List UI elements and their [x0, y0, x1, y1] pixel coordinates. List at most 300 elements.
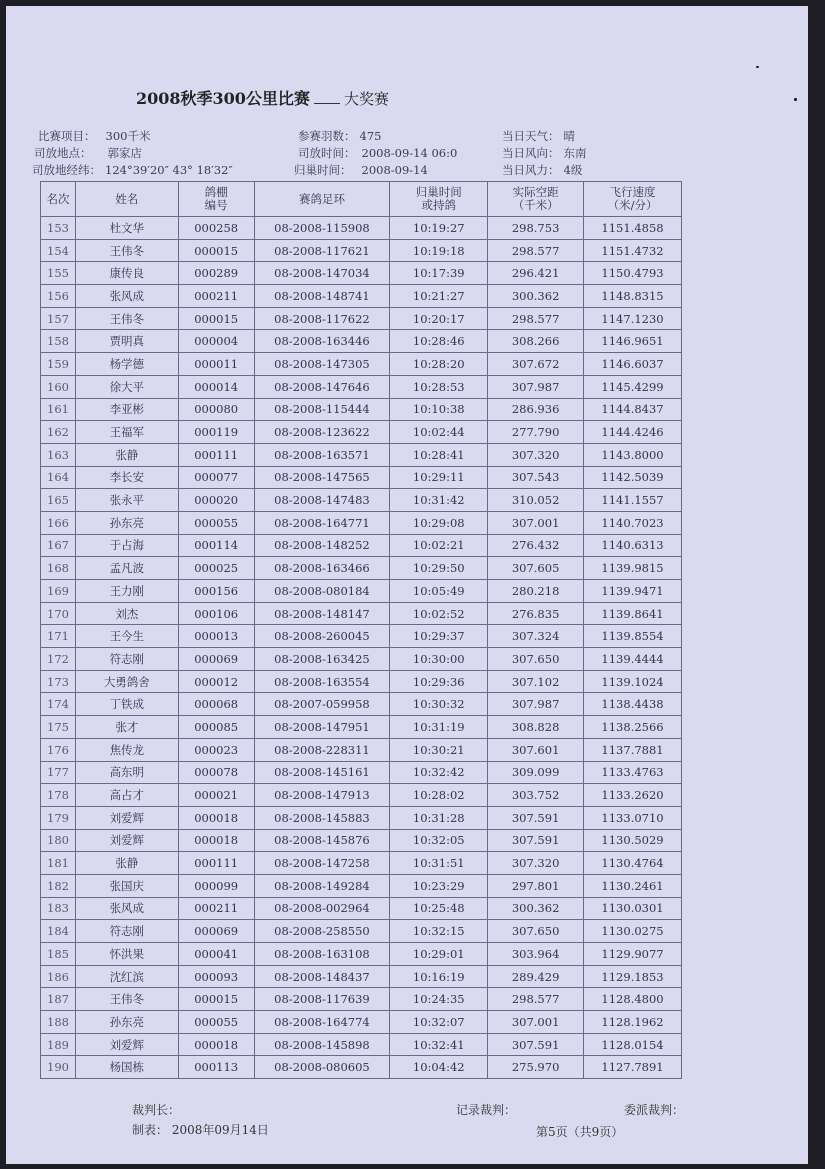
- cell-loft-number: 000015: [178, 239, 254, 262]
- cell-rank: 188: [41, 1011, 76, 1034]
- header-distance: 实际空距 （千米）: [488, 182, 584, 217]
- header-ring: 赛鸽足环: [254, 182, 390, 217]
- cell-ring: 08-2008-163466: [254, 557, 390, 580]
- cell-name: 王今生: [75, 625, 178, 648]
- cell-rank: 178: [41, 784, 76, 807]
- table-row: [41, 965, 682, 988]
- cell-loft-number: 000018: [178, 829, 254, 852]
- cell-speed: 1130.2461: [584, 874, 682, 897]
- meta-wind-direction: 当日风向： 东南: [502, 146, 587, 160]
- cell-name: 孙东亮: [75, 1011, 178, 1034]
- cell-rank: 172: [41, 648, 76, 671]
- table-row: [41, 988, 682, 1011]
- cell-name: 孟凡波: [75, 557, 178, 580]
- cell-ring: 08-2008-080184: [254, 580, 390, 603]
- cell-arrival-time: 10:19:18: [390, 239, 488, 262]
- cell-name: 高东明: [75, 761, 178, 784]
- cell-rank: 165: [41, 489, 76, 512]
- table-row: [41, 466, 682, 489]
- cell-speed: 1133.2620: [584, 784, 682, 807]
- cell-rank: 156: [41, 285, 76, 308]
- cell-loft-number: 000021: [178, 784, 254, 807]
- table-row: [41, 353, 682, 376]
- cell-distance: 296.421: [488, 262, 584, 285]
- header-arrival-time: 归巢时间 或持鸽: [390, 182, 488, 217]
- footer-page-number: 第5页（共9页）: [536, 1125, 624, 1139]
- cell-name: 张永平: [75, 489, 178, 512]
- page-title: [136, 86, 389, 109]
- cell-arrival-time: 10:32:05: [390, 829, 488, 852]
- cell-distance: 297.801: [488, 874, 584, 897]
- cell-name: 刘爱辉: [75, 806, 178, 829]
- meta-return-time: 归巢时间： 2008-09-14: [294, 163, 428, 177]
- cell-arrival-time: 10:31:28: [390, 806, 488, 829]
- table-row: [41, 625, 682, 648]
- cell-name: 王伟冬: [75, 239, 178, 262]
- cell-ring: 08-2008-080605: [254, 1056, 390, 1079]
- cell-name: 刘杰: [75, 602, 178, 625]
- cell-distance: 286.936: [488, 398, 584, 421]
- table-row: [41, 217, 682, 240]
- footer-made-date: 制表： 2008年09月14日: [132, 1123, 269, 1137]
- table-row: [41, 534, 682, 557]
- results-table: [40, 181, 682, 1079]
- cell-loft-number: 000111: [178, 443, 254, 466]
- cell-ring: 08-2008-147258: [254, 852, 390, 875]
- cell-arrival-time: 10:32:41: [390, 1033, 488, 1056]
- cell-distance: 307.591: [488, 806, 584, 829]
- cell-loft-number: 000011: [178, 353, 254, 376]
- cell-name: 王福军: [75, 421, 178, 444]
- table-row: [41, 489, 682, 512]
- cell-loft-number: 000211: [178, 285, 254, 308]
- cell-distance: 298.753: [488, 217, 584, 240]
- cell-loft-number: 000093: [178, 965, 254, 988]
- cell-loft-number: 000080: [178, 398, 254, 421]
- cell-distance: 309.099: [488, 761, 584, 784]
- cell-loft-number: 000289: [178, 262, 254, 285]
- cell-arrival-time: 10:29:37: [390, 625, 488, 648]
- cell-loft-number: 000069: [178, 920, 254, 943]
- cell-arrival-time: 10:20:17: [390, 307, 488, 330]
- cell-arrival-time: 10:25:48: [390, 897, 488, 920]
- cell-name: 贾明真: [75, 330, 178, 353]
- cell-loft-number: 000041: [178, 943, 254, 966]
- cell-rank: 173: [41, 670, 76, 693]
- cell-name: 徐大平: [75, 375, 178, 398]
- cell-distance: 298.577: [488, 307, 584, 330]
- cell-distance: 275.970: [488, 1056, 584, 1079]
- cell-rank: 166: [41, 511, 76, 534]
- cell-rank: 180: [41, 829, 76, 852]
- table-row: [41, 648, 682, 671]
- cell-ring: 08-2008-117622: [254, 307, 390, 330]
- cell-ring: 08-2008-123622: [254, 421, 390, 444]
- cell-distance: 307.001: [488, 511, 584, 534]
- footer-chief-judge: 裁判长：: [132, 1103, 181, 1117]
- cell-loft-number: 000085: [178, 716, 254, 739]
- cell-distance: 307.591: [488, 829, 584, 852]
- cell-loft-number: 000106: [178, 602, 254, 625]
- cell-distance: 307.102: [488, 670, 584, 693]
- cell-name: 康传良: [75, 262, 178, 285]
- cell-rank: 162: [41, 421, 76, 444]
- cell-arrival-time: 10:29:08: [390, 511, 488, 534]
- table-row: [41, 716, 682, 739]
- cell-distance: 307.672: [488, 353, 584, 376]
- cell-speed: 1141.1557: [584, 489, 682, 512]
- cell-speed: 1140.6313: [584, 534, 682, 557]
- table-row: [41, 1056, 682, 1079]
- cell-speed: 1146.6037: [584, 353, 682, 376]
- cell-speed: 1139.1024: [584, 670, 682, 693]
- cell-name: 高占才: [75, 784, 178, 807]
- cell-rank: 187: [41, 988, 76, 1011]
- cell-distance: 307.650: [488, 920, 584, 943]
- cell-ring: 08-2008-145898: [254, 1033, 390, 1056]
- table-row: [41, 330, 682, 353]
- cell-speed: 1139.4444: [584, 648, 682, 671]
- cell-loft-number: 000069: [178, 648, 254, 671]
- cell-distance: 307.601: [488, 738, 584, 761]
- header-rank: 名次: [41, 182, 76, 217]
- cell-speed: 1139.8641: [584, 602, 682, 625]
- cell-distance: 303.964: [488, 943, 584, 966]
- table-row: [41, 852, 682, 875]
- cell-arrival-time: 10:17:39: [390, 262, 488, 285]
- cell-distance: 307.001: [488, 1011, 584, 1034]
- title-underline: [314, 103, 340, 104]
- scan-speck: [756, 66, 759, 68]
- cell-arrival-time: 10:32:07: [390, 1011, 488, 1034]
- table-row: [41, 511, 682, 534]
- cell-ring: 08-2008-002964: [254, 897, 390, 920]
- cell-rank: 169: [41, 580, 76, 603]
- cell-name: 焦传龙: [75, 738, 178, 761]
- cell-rank: 190: [41, 1056, 76, 1079]
- cell-speed: 1139.8554: [584, 625, 682, 648]
- cell-arrival-time: 10:28:20: [390, 353, 488, 376]
- cell-arrival-time: 10:32:15: [390, 920, 488, 943]
- cell-name: 沈红滨: [75, 965, 178, 988]
- cell-arrival-time: 10:30:21: [390, 738, 488, 761]
- cell-distance: 307.320: [488, 852, 584, 875]
- table-row: [41, 602, 682, 625]
- cell-name: 杜文华: [75, 217, 178, 240]
- table-row: [41, 761, 682, 784]
- cell-loft-number: 000055: [178, 1011, 254, 1034]
- cell-arrival-time: 10:24:35: [390, 988, 488, 1011]
- cell-ring: 08-2008-163425: [254, 648, 390, 671]
- cell-rank: 176: [41, 738, 76, 761]
- meta-weather: 当日天气： 晴: [502, 129, 575, 143]
- cell-rank: 170: [41, 602, 76, 625]
- cell-name: 王伟冬: [75, 988, 178, 1011]
- cell-speed: 1130.0275: [584, 920, 682, 943]
- cell-rank: 155: [41, 262, 76, 285]
- cell-rank: 153: [41, 217, 76, 240]
- cell-speed: 1144.8437: [584, 398, 682, 421]
- cell-ring: 08-2008-163108: [254, 943, 390, 966]
- table-row: [41, 874, 682, 897]
- cell-ring: 08-2008-117639: [254, 988, 390, 1011]
- cell-loft-number: 000068: [178, 693, 254, 716]
- cell-name: 符志刚: [75, 920, 178, 943]
- cell-ring: 08-2008-147483: [254, 489, 390, 512]
- table-row: [41, 307, 682, 330]
- cell-name: 李长安: [75, 466, 178, 489]
- cell-rank: 182: [41, 874, 76, 897]
- cell-arrival-time: 10:28:41: [390, 443, 488, 466]
- cell-loft-number: 000023: [178, 738, 254, 761]
- cell-name: 于占海: [75, 534, 178, 557]
- table-row: [41, 806, 682, 829]
- cell-ring: 08-2007-059958: [254, 693, 390, 716]
- meta-wind-force: 当日风力： 4级: [502, 163, 583, 177]
- cell-ring: 08-2008-147913: [254, 784, 390, 807]
- cell-loft-number: 000113: [178, 1056, 254, 1079]
- cell-arrival-time: 10:02:44: [390, 421, 488, 444]
- cell-ring: 08-2008-115908: [254, 217, 390, 240]
- cell-name: 刘爱辉: [75, 1033, 178, 1056]
- cell-arrival-time: 10:29:50: [390, 557, 488, 580]
- cell-arrival-time: 10:16:19: [390, 965, 488, 988]
- cell-rank: 181: [41, 852, 76, 875]
- cell-name: 丁铁成: [75, 693, 178, 716]
- cell-name: 张静: [75, 443, 178, 466]
- cell-speed: 1143.8000: [584, 443, 682, 466]
- table-row: [41, 670, 682, 693]
- cell-rank: 167: [41, 534, 76, 557]
- document-sheet: [6, 6, 808, 1164]
- cell-name: 张风成: [75, 897, 178, 920]
- cell-distance: 298.577: [488, 239, 584, 262]
- cell-rank: 185: [41, 943, 76, 966]
- footer-recorder: 记录裁判：: [456, 1103, 517, 1117]
- cell-arrival-time: 10:28:46: [390, 330, 488, 353]
- cell-ring: 08-2008-260045: [254, 625, 390, 648]
- cell-ring: 08-2008-164771: [254, 511, 390, 534]
- cell-name: 王力刚: [75, 580, 178, 603]
- meta-release-place: 司放地点： 郭家店: [34, 146, 142, 160]
- cell-distance: 280.218: [488, 580, 584, 603]
- cell-loft-number: 000013: [178, 625, 254, 648]
- cell-loft-number: 000114: [178, 534, 254, 557]
- cell-distance: 276.432: [488, 534, 584, 557]
- cell-loft-number: 000014: [178, 375, 254, 398]
- cell-rank: 189: [41, 1033, 76, 1056]
- cell-distance: 308.266: [488, 330, 584, 353]
- cell-rank: 171: [41, 625, 76, 648]
- cell-distance: 303.752: [488, 784, 584, 807]
- cell-rank: 161: [41, 398, 76, 421]
- table-row: [41, 580, 682, 603]
- cell-speed: 1138.4438: [584, 693, 682, 716]
- table-row: [41, 443, 682, 466]
- cell-ring: 08-2008-117621: [254, 239, 390, 262]
- cell-ring: 08-2008-163571: [254, 443, 390, 466]
- cell-speed: 1139.9471: [584, 580, 682, 603]
- cell-loft-number: 000078: [178, 761, 254, 784]
- cell-speed: 1151.4732: [584, 239, 682, 262]
- cell-rank: 154: [41, 239, 76, 262]
- cell-distance: 300.362: [488, 285, 584, 308]
- cell-loft-number: 000211: [178, 897, 254, 920]
- meta-event: 比赛项目： 300千米: [38, 129, 151, 143]
- footer-delegate: 委派裁判：: [624, 1103, 685, 1117]
- scan-speck: [794, 98, 797, 101]
- cell-arrival-time: 10:29:36: [390, 670, 488, 693]
- cell-arrival-time: 10:31:19: [390, 716, 488, 739]
- table-row: [41, 239, 682, 262]
- cell-ring: 08-2008-148147: [254, 602, 390, 625]
- table-row: [41, 262, 682, 285]
- cell-arrival-time: 10:29:11: [390, 466, 488, 489]
- cell-rank: 163: [41, 443, 76, 466]
- cell-arrival-time: 10:30:32: [390, 693, 488, 716]
- cell-distance: 300.362: [488, 897, 584, 920]
- cell-ring: 08-2008-147565: [254, 466, 390, 489]
- cell-speed: 1128.1962: [584, 1011, 682, 1034]
- cell-arrival-time: 10:31:51: [390, 852, 488, 875]
- cell-loft-number: 000258: [178, 217, 254, 240]
- table-row: [41, 897, 682, 920]
- cell-loft-number: 000119: [178, 421, 254, 444]
- cell-rank: 168: [41, 557, 76, 580]
- cell-arrival-time: 10:28:53: [390, 375, 488, 398]
- cell-rank: 177: [41, 761, 76, 784]
- cell-loft-number: 000015: [178, 307, 254, 330]
- cell-distance: 298.577: [488, 988, 584, 1011]
- cell-arrival-time: 10:30:00: [390, 648, 488, 671]
- cell-speed: 1128.4800: [584, 988, 682, 1011]
- table-row: [41, 1011, 682, 1034]
- cell-distance: 307.605: [488, 557, 584, 580]
- cell-loft-number: 000020: [178, 489, 254, 512]
- cell-distance: 310.052: [488, 489, 584, 512]
- cell-arrival-time: 10:19:27: [390, 217, 488, 240]
- table-row: [41, 557, 682, 580]
- table-row: [41, 1033, 682, 1056]
- cell-distance: 308.828: [488, 716, 584, 739]
- cell-distance: 307.320: [488, 443, 584, 466]
- cell-ring: 08-2008-164774: [254, 1011, 390, 1034]
- table-row: [41, 285, 682, 308]
- cell-arrival-time: 10:05:49: [390, 580, 488, 603]
- cell-name: 王伟冬: [75, 307, 178, 330]
- cell-ring: 08-2008-147646: [254, 375, 390, 398]
- table-row: [41, 784, 682, 807]
- cell-speed: 1145.4299: [584, 375, 682, 398]
- cell-speed: 1144.4246: [584, 421, 682, 444]
- cell-speed: 1130.4764: [584, 852, 682, 875]
- meta-coordinates: 司放地经纬： 124°39′20″ 43° 18′32″: [32, 163, 233, 177]
- cell-speed: 1130.0301: [584, 897, 682, 920]
- cell-speed: 1137.7881: [584, 738, 682, 761]
- table-row: [41, 738, 682, 761]
- cell-ring: 08-2008-147034: [254, 262, 390, 285]
- cell-loft-number: 000099: [178, 874, 254, 897]
- cell-rank: 183: [41, 897, 76, 920]
- cell-rank: 164: [41, 466, 76, 489]
- cell-speed: 1129.9077: [584, 943, 682, 966]
- cell-arrival-time: 10:02:52: [390, 602, 488, 625]
- cell-ring: 08-2008-147305: [254, 353, 390, 376]
- cell-ring: 08-2008-148437: [254, 965, 390, 988]
- cell-rank: 157: [41, 307, 76, 330]
- cell-arrival-time: 10:04:42: [390, 1056, 488, 1079]
- cell-loft-number: 000018: [178, 1033, 254, 1056]
- cell-ring: 08-2008-145883: [254, 806, 390, 829]
- cell-arrival-time: 10:02:21: [390, 534, 488, 557]
- cell-rank: 159: [41, 353, 76, 376]
- cell-arrival-time: 10:29:01: [390, 943, 488, 966]
- cell-distance: 307.543: [488, 466, 584, 489]
- cell-loft-number: 000156: [178, 580, 254, 603]
- cell-distance: 289.429: [488, 965, 584, 988]
- cell-speed: 1148.8315: [584, 285, 682, 308]
- cell-loft-number: 000004: [178, 330, 254, 353]
- cell-name: 孙东亮: [75, 511, 178, 534]
- cell-ring: 08-2008-163554: [254, 670, 390, 693]
- cell-ring: 08-2008-145876: [254, 829, 390, 852]
- cell-speed: 1147.1230: [584, 307, 682, 330]
- cell-name: 张静: [75, 852, 178, 875]
- cell-name: 张才: [75, 716, 178, 739]
- cell-ring: 08-2008-228311: [254, 738, 390, 761]
- cell-name: 刘爱辉: [75, 829, 178, 852]
- cell-speed: 1133.4763: [584, 761, 682, 784]
- table-row: [41, 398, 682, 421]
- cell-name: 怀洪果: [75, 943, 178, 966]
- cell-name: 李亚彬: [75, 398, 178, 421]
- title-main: 2008秋季300公里比赛: [136, 89, 310, 108]
- cell-ring: 08-2008-147951: [254, 716, 390, 739]
- cell-distance: 276.835: [488, 602, 584, 625]
- cell-speed: 1140.7023: [584, 511, 682, 534]
- cell-speed: 1129.1853: [584, 965, 682, 988]
- cell-name: 张国庆: [75, 874, 178, 897]
- table-row: [41, 829, 682, 852]
- cell-rank: 174: [41, 693, 76, 716]
- cell-speed: 1151.4858: [584, 217, 682, 240]
- cell-loft-number: 000077: [178, 466, 254, 489]
- cell-rank: 160: [41, 375, 76, 398]
- cell-speed: 1130.5029: [584, 829, 682, 852]
- title-sub: 大奖赛: [343, 90, 389, 108]
- cell-arrival-time: 10:32:42: [390, 761, 488, 784]
- cell-arrival-time: 10:21:27: [390, 285, 488, 308]
- cell-ring: 08-2008-145161: [254, 761, 390, 784]
- cell-rank: 179: [41, 806, 76, 829]
- table-row: [41, 693, 682, 716]
- table-header-row: [41, 182, 682, 217]
- cell-distance: 307.324: [488, 625, 584, 648]
- header-loft-number: 鸽棚 编号: [178, 182, 254, 217]
- cell-rank: 184: [41, 920, 76, 943]
- cell-name: 杨国栋: [75, 1056, 178, 1079]
- cell-distance: 307.987: [488, 375, 584, 398]
- cell-arrival-time: 10:31:42: [390, 489, 488, 512]
- cell-speed: 1142.5039: [584, 466, 682, 489]
- cell-ring: 08-2008-148741: [254, 285, 390, 308]
- cell-rank: 186: [41, 965, 76, 988]
- cell-distance: 307.987: [488, 693, 584, 716]
- header-speed: 飞行速度 （米/分）: [584, 182, 682, 217]
- cell-rank: 175: [41, 716, 76, 739]
- cell-speed: 1127.7891: [584, 1056, 682, 1079]
- cell-name: 张风成: [75, 285, 178, 308]
